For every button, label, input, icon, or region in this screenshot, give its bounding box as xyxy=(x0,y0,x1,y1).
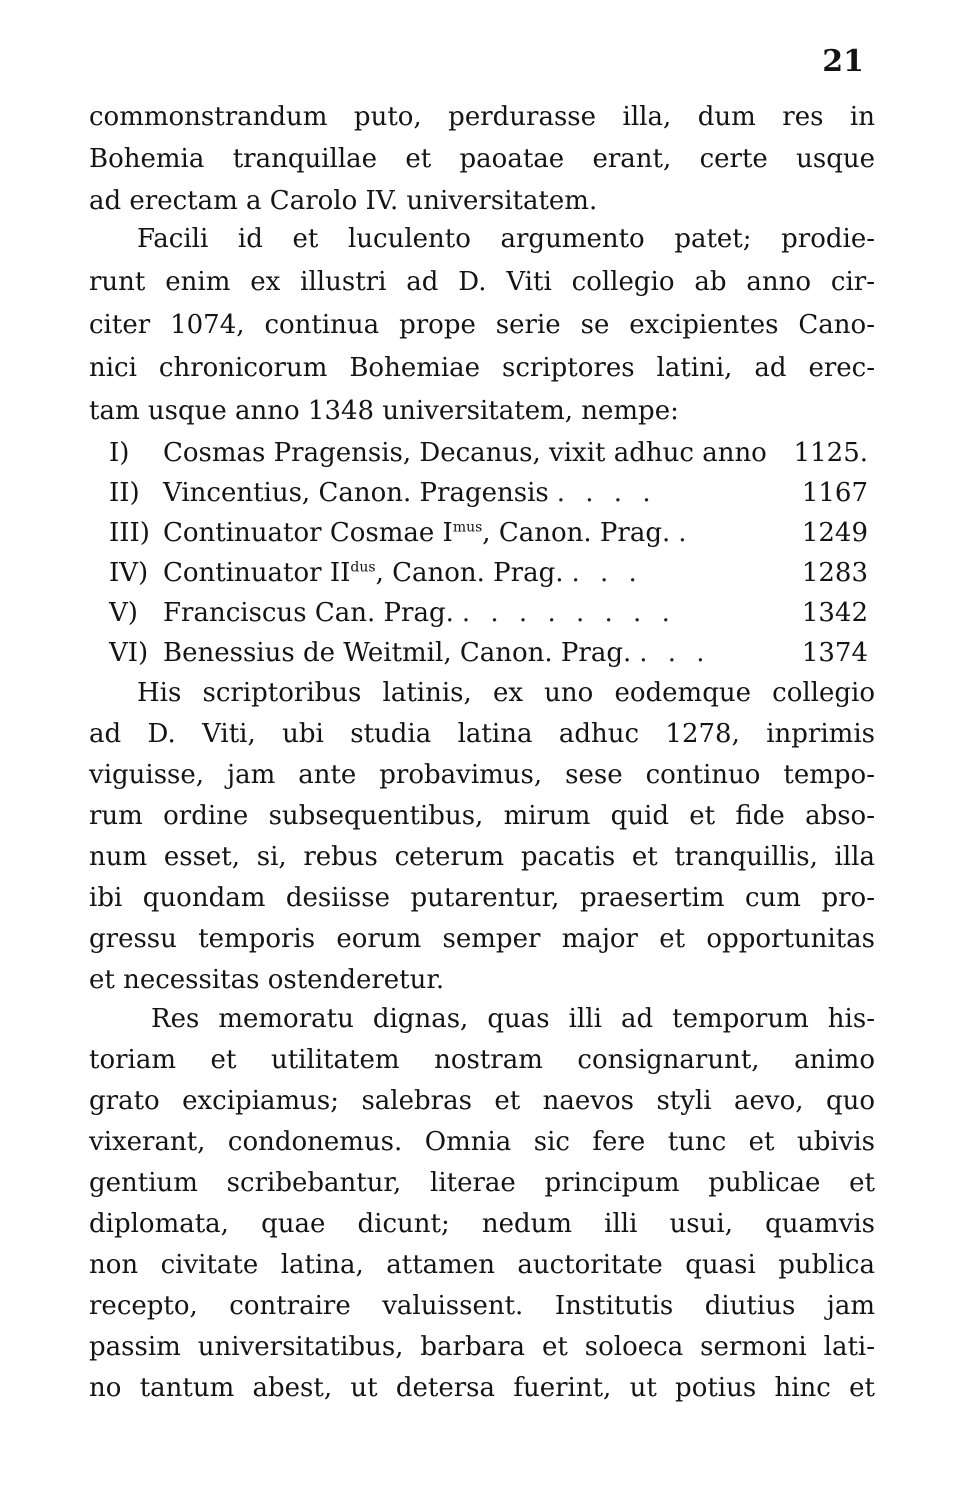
list-name xyxy=(163,596,454,630)
list-year: 1125. xyxy=(793,438,868,468)
list-year: 1167 xyxy=(801,478,868,508)
list-year: 1342 xyxy=(801,598,868,628)
text-line: recepto, contraire valuissent. Institutis diutius jam xyxy=(89,1291,875,1321)
text-line: grato excipiamus; salebras et naevos styli aevo, quo xyxy=(89,1086,875,1116)
text-line: viguisse, jam ante probavimus, sese continuo tempo- xyxy=(89,760,875,790)
text-line: commonstrandum puto, perdurasse illa, dum res in xyxy=(89,102,875,132)
list-name-superscript: mus xyxy=(452,519,483,536)
list-name-superscript: dus xyxy=(350,559,376,576)
list-name xyxy=(163,476,549,510)
text-line: citer 1074, continua prope serie se excipientes Cano- xyxy=(89,310,875,340)
text-line: gentium scribebantur, literae principum publicae et xyxy=(89,1168,875,1198)
list-item xyxy=(109,516,868,550)
text-line: diplomata, quae dicunt; nedum illi usui, quamvis xyxy=(89,1209,875,1239)
text-line: vixerant, condonemus. Omnia sic fere tunc et ubivis xyxy=(89,1127,875,1157)
text-line: nici chronicorum Bohemiae scriptores latini, ad erec- xyxy=(89,353,875,383)
list-name xyxy=(163,436,767,470)
list-name-text: Benessius de Weitmil, Canon. Prag. xyxy=(163,638,632,668)
text-line: rum ordine subsequentibus, mirum quid et fide abso- xyxy=(89,801,875,831)
list-number: II) xyxy=(109,478,140,508)
list-item xyxy=(109,436,868,470)
list-name-text: Vincentius, Canon. Pragensis xyxy=(163,478,549,508)
list-item xyxy=(109,596,868,630)
list-name xyxy=(163,556,564,590)
text-line: ad D. Viti, ubi studia latina adhuc 1278, inprimis xyxy=(89,719,875,749)
list-dots: . . . xyxy=(571,558,643,588)
text-line: et necessitas ostenderetur. xyxy=(89,965,445,995)
list-name-suffix: , Canon. Prag. xyxy=(482,518,671,548)
list-number: IV) xyxy=(109,558,149,588)
text-line: ibi quondam desiisse putarentur, praesertim cum pro- xyxy=(89,883,875,913)
text-line: tam usque anno 1348 universitatem, nempe: xyxy=(89,396,679,426)
list-name xyxy=(163,516,670,550)
list-name-text: Continuator II xyxy=(163,558,351,588)
text-line: gressu temporis eorum semper major et opportunitas xyxy=(89,924,875,954)
list-number: V) xyxy=(109,598,138,628)
list-item xyxy=(109,476,868,510)
text-line: runt enim ex illustri ad D. Viti collegio ab anno cir- xyxy=(89,267,875,297)
list-number: I) xyxy=(109,438,130,468)
list-item xyxy=(109,556,868,590)
list-dots: . xyxy=(678,518,693,548)
text-line: Bohemia tranquillae et paoatae erant, certe usque xyxy=(89,144,875,174)
list-dots: . . . . xyxy=(556,478,657,508)
list-name-suffix: , Canon. Prag. xyxy=(375,558,564,588)
text-line: non civitate latina, attamen auctoritate quasi publica xyxy=(89,1250,875,1280)
list-item xyxy=(109,636,868,670)
list-number: VI) xyxy=(109,638,149,668)
list-name xyxy=(163,636,631,670)
text-line: Res memoratu dignas, quas illi ad temporum his- xyxy=(151,1004,875,1034)
list-year: 1283 xyxy=(801,558,868,588)
text-line: ad erectam a Carolo IV. universitatem. xyxy=(89,186,598,216)
list-year: 1374 xyxy=(801,638,868,668)
list-dots: . . . . . . . . xyxy=(461,598,676,628)
text-line: no tantum abest, ut detersa fuerint, ut potius hinc et xyxy=(89,1373,875,1403)
page-number: 21 xyxy=(822,44,864,79)
list-year: 1249 xyxy=(801,518,868,548)
list-dots: . . . xyxy=(639,638,711,668)
text-line: num esset, si, rebus ceterum pacatis et tranquillis, illa xyxy=(89,842,875,872)
text-line: passim universitatibus, barbara et soloeca sermoni lati- xyxy=(89,1332,875,1362)
list-name-text: Continuator Cosmae I xyxy=(163,518,453,548)
list-name-text: Franciscus Can. Prag. xyxy=(163,598,454,628)
text-line: Facili id et luculento argumento patet; prodie- xyxy=(137,224,875,254)
text-line: toriam et utilitatem nostram consignarunt, animo xyxy=(89,1045,875,1075)
text-line: His scriptoribus latinis, ex uno eodemque collegio xyxy=(137,678,875,708)
list-name-text: Cosmas Pragensis, Decanus, vixit adhuc anno xyxy=(163,438,767,468)
list-number: III) xyxy=(109,518,150,548)
